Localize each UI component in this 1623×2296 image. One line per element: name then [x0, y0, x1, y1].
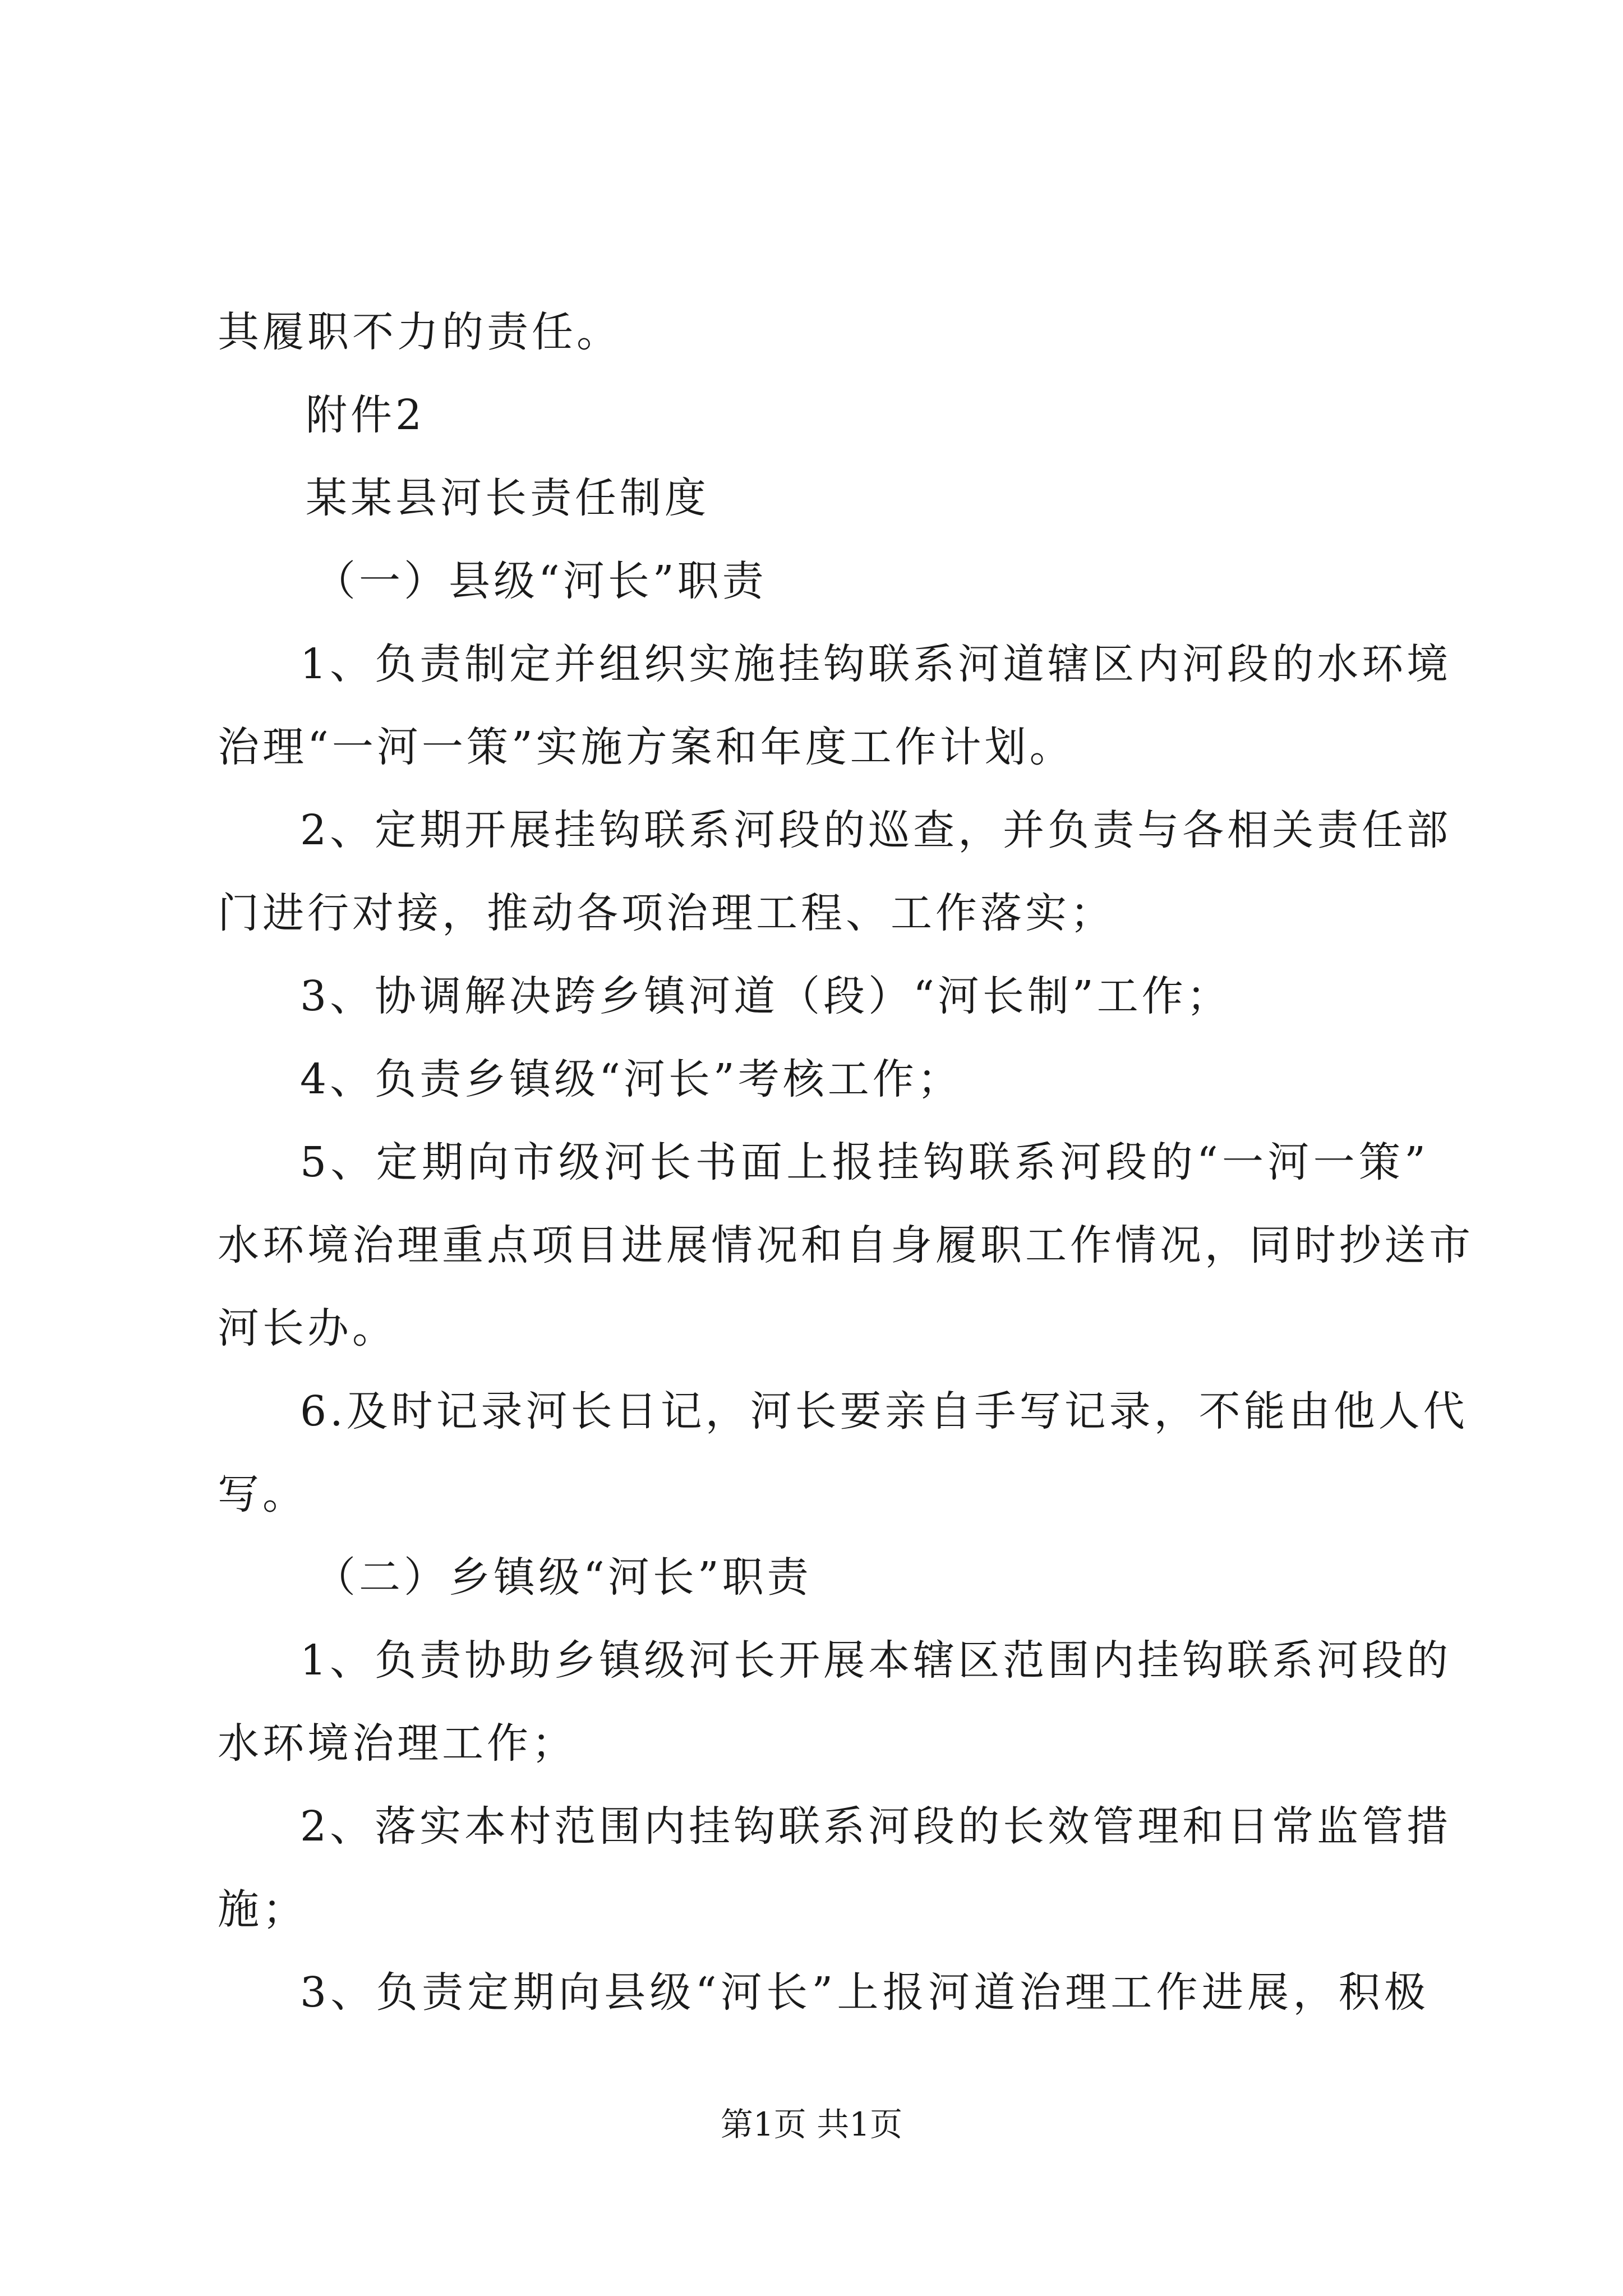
attachment-label: 附件2: [306, 391, 426, 439]
section-heading: （一）县级“河长”职责: [314, 557, 767, 605]
section-heading: （二）乡镇级“河长”职责: [314, 1553, 812, 1602]
body-text-line: 施；: [218, 1885, 307, 1934]
body-text-line: 2、定期开展挂钩联系河段的巡查，并负责与各相关责任部: [300, 806, 1452, 854]
body-text-line: 写。: [218, 1470, 307, 1519]
body-text-line: 治理“一河一策”实施方案和年度工作计划。: [218, 723, 1075, 771]
body-text-line: 门进行对接，推动各项治理工程、工作落实；: [218, 889, 1115, 937]
body-text-line: 2、落实本村范围内挂钩联系河段的长效管理和日常监管措: [300, 1802, 1452, 1851]
body-text-line: 4、负责乡镇级“河长”考核工作；: [300, 1055, 962, 1103]
body-text-line: 水环境治理重点项目进展情况和自身履职工作情况，同时抄送市: [218, 1221, 1474, 1269]
body-text-line: 1、负责协助乡镇级河长开展本辖区范围内挂钩联系河段的: [300, 1636, 1452, 1685]
document-title: 某某县河长责任制度: [306, 474, 709, 522]
page-footer: 第1页 共1页: [720, 2105, 903, 2143]
body-text-line: 1、负责制定并组织实施挂钩联系河道辖区内河段的水环境: [300, 640, 1452, 688]
body-text-line: 6.及时记录河长日记，河长要亲自手写记录，不能由他人代: [300, 1387, 1468, 1435]
body-text-line: 5、定期向市级河长书面上报挂钩联系河段的“一河一策”: [300, 1138, 1429, 1186]
body-text-line: 其履职不力的责任。: [218, 308, 621, 356]
body-text-line: 3、负责定期向县级“河长”上报河道治理工作进展，积极: [300, 1968, 1429, 2017]
body-text-line: 3、协调解决跨乡镇河道（段）“河长制”工作；: [300, 972, 1232, 1020]
body-text-line: 河长办。: [218, 1304, 397, 1352]
body-text-line: 水环境治理工作；: [218, 1719, 577, 1768]
